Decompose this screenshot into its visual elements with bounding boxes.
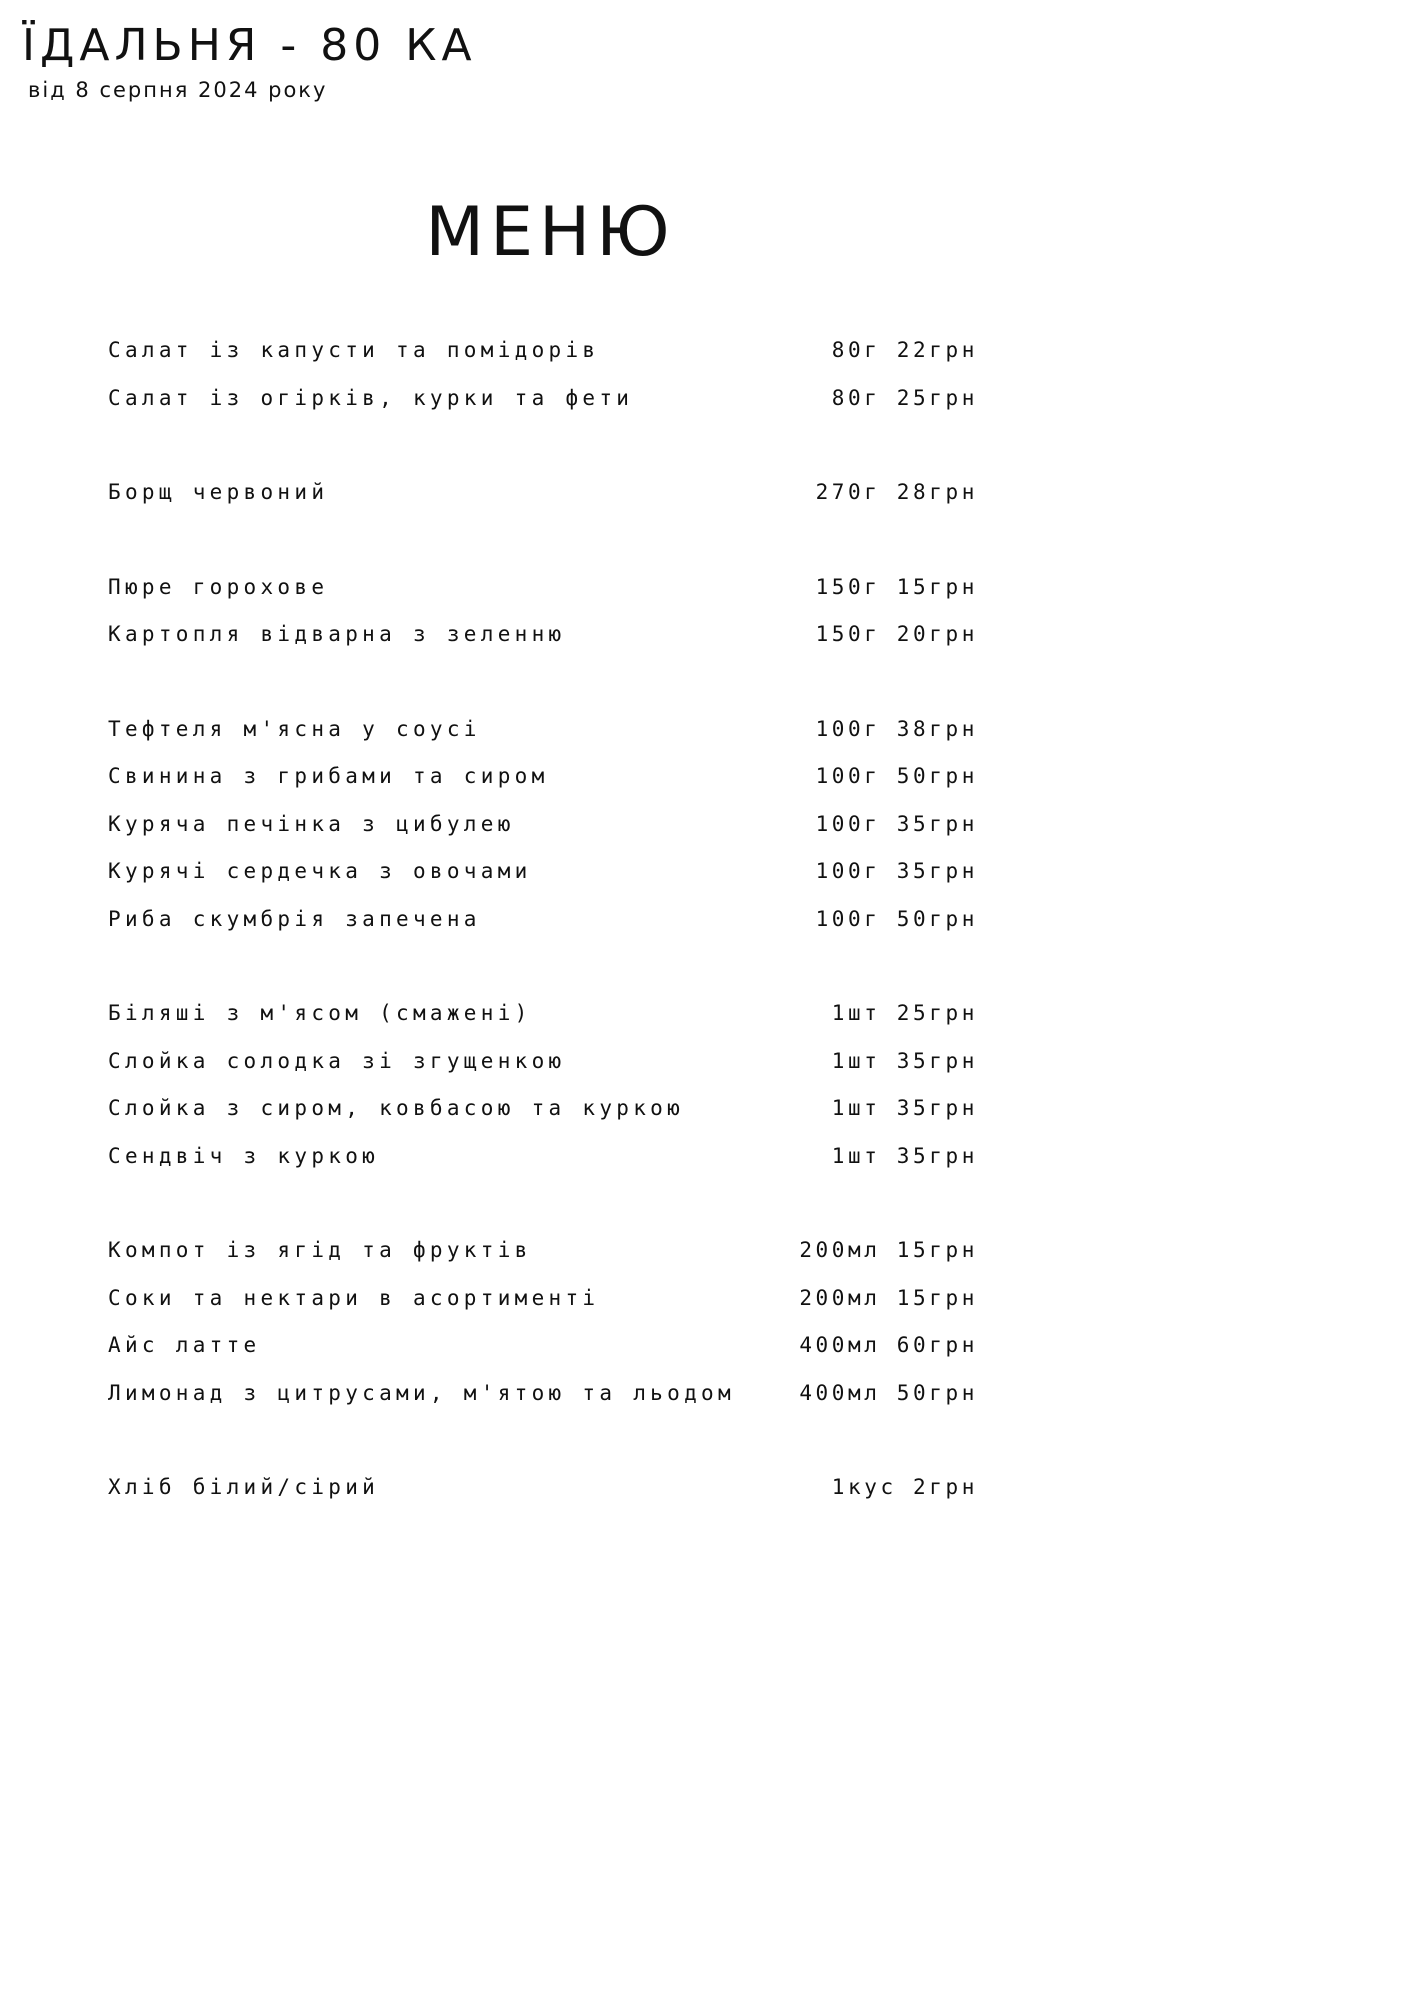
menu-item [108, 756, 978, 804]
menu-item-name: Пюре горохове [108, 574, 329, 599]
menu-item-name: Салат із капусти та помідорів [108, 338, 600, 362]
menu-item [108, 709, 978, 757]
menu-group [108, 1467, 978, 1515]
menu-item [108, 1278, 978, 1326]
menu-group [108, 993, 978, 1183]
menu-group [108, 472, 978, 520]
menu-item-price: 1шт 25грн [831, 1001, 978, 1025]
menu-item [108, 899, 978, 947]
menu-item-name: Картопля відварна з зеленню [108, 622, 566, 646]
menu-item-price: 100г 50грн [815, 764, 978, 788]
menu-item-name: Соки та нектари в асортименті [108, 1285, 600, 1310]
menu-item-name: Слойка з сиром, ковбасою та куркою [108, 1096, 685, 1120]
menu-item-name: Свинина з грибами та сиром [108, 764, 549, 788]
menu-item-price: 100г 38грн [815, 716, 978, 741]
page-subtitle: від 8 серпня 2024 року [28, 78, 328, 102]
menu-item [108, 378, 978, 426]
menu-item [108, 851, 978, 899]
menu-item-name: Слойка солодка зі згущенкою [108, 1048, 566, 1073]
page-title: ЇДАЛЬНЯ - 80 КА [22, 20, 477, 71]
menu-item-price: 1шт 35грн [831, 1143, 978, 1168]
menu-item [108, 804, 978, 852]
menu-item-name: Сендвіч з куркою [108, 1143, 380, 1168]
menu-group [108, 1230, 978, 1420]
menu-item [108, 472, 978, 520]
menu-item [108, 1230, 978, 1278]
menu-item-price: 100г 35грн [815, 859, 978, 883]
menu-item [108, 567, 978, 615]
menu-item-price: 1шт 35грн [831, 1096, 978, 1120]
menu-item-name: Курячі сердечка з овочами [108, 859, 532, 883]
page-header [22, 20, 477, 102]
menu-heading: МЕНЮ [425, 193, 676, 272]
menu-item-price: 150г 20грн [815, 622, 978, 646]
menu-item-name: Хліб білий/сірий [108, 1475, 380, 1499]
menu-group [108, 567, 978, 662]
menu-item [108, 614, 978, 662]
menu-item [108, 1467, 978, 1515]
menu-item-name: Компот із ягід та фруктів [108, 1238, 532, 1262]
menu-item [108, 330, 978, 378]
menu-item-price: 80г 25грн [831, 385, 978, 410]
menu-item-name: Куряча печінка з цибулею [108, 811, 515, 836]
menu-item-price: 200мл 15грн [799, 1238, 978, 1262]
menu-item-name: Тефтеля м'ясна у соусі [108, 716, 481, 741]
menu-item-name: Риба скумбрія запечена [108, 906, 481, 931]
menu-item-price: 150г 15грн [815, 574, 978, 599]
menu-item-name: Айс латте [108, 1333, 261, 1357]
menu-item-price: 200мл 15грн [799, 1285, 978, 1310]
menu-item [108, 1041, 978, 1089]
menu-item-price: 100г 50грн [815, 906, 978, 931]
menu-item-name: Салат із огірків, курки та фети [108, 385, 634, 410]
menu-item-price: 80г 22грн [831, 338, 978, 362]
menu-list [108, 330, 978, 1515]
menu-item-name: Біляші з м'ясом (смажені) [108, 1001, 532, 1025]
menu-group [108, 709, 978, 947]
menu-item-price: 270г 28грн [815, 480, 978, 504]
menu-group [108, 330, 978, 425]
menu-item [108, 1373, 978, 1421]
menu-item [108, 993, 978, 1041]
menu-item-price: 400мл 60грн [799, 1333, 978, 1357]
menu-item-price: 1кус 2грн [831, 1475, 978, 1499]
menu-item-price: 100г 35грн [815, 811, 978, 836]
menu-item-price: 1шт 35грн [831, 1048, 978, 1073]
menu-item [108, 1088, 978, 1136]
menu-item [108, 1136, 978, 1184]
menu-item-name: Борщ червоний [108, 480, 329, 504]
menu-item-name: Лимонад з цитрусами, м'ятою та льодом [108, 1380, 735, 1405]
menu-item [108, 1325, 978, 1373]
menu-item-price: 400мл 50грн [799, 1380, 978, 1405]
